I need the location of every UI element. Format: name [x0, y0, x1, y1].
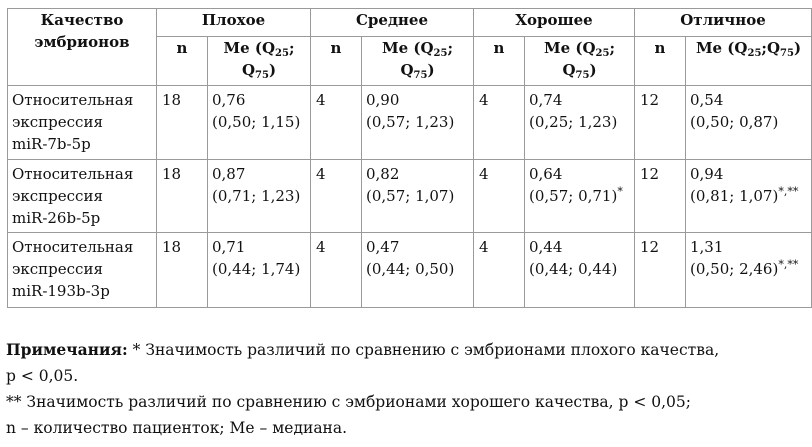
- cell-me: [208, 160, 311, 233]
- cell-me: [362, 86, 474, 160]
- table-row: [8, 160, 812, 233]
- group-header-good: Хорошее: [474, 9, 635, 37]
- median-value: 1,31: [690, 238, 724, 256]
- group-header-excellent: Отличное: [635, 9, 812, 37]
- significance-mark: *,**: [778, 258, 799, 271]
- corner-line-2: эмбрионов: [34, 33, 130, 51]
- cell-n: 12: [635, 160, 686, 233]
- quartile-range: (0,44; 0,44): [529, 260, 618, 278]
- significance-mark: *,**: [778, 185, 799, 198]
- median-value: 0,64: [529, 165, 563, 183]
- row-label-line: miR-26b-5p: [12, 209, 101, 227]
- row-label: [8, 233, 157, 308]
- q25-sub: 25: [595, 48, 610, 59]
- quartile-range: (0,81; 1,07): [690, 187, 779, 205]
- cell-n: 18: [157, 160, 208, 233]
- cell-n: 4: [311, 160, 362, 233]
- median-value: 0,82: [366, 165, 400, 183]
- me-close: ): [589, 61, 597, 79]
- quartile-range: (0,71; 1,23): [212, 187, 301, 205]
- table-notes: [6, 337, 806, 441]
- note-double-star: ** Значимость различий по сравнению с эмбрионами хорошего качества, p < 0,05;: [6, 393, 691, 411]
- subheader-n: n: [474, 37, 525, 86]
- cell-n: 18: [157, 86, 208, 160]
- median-value: 0,74: [529, 91, 563, 109]
- cell-n: 4: [474, 86, 525, 160]
- q75-sub: 75: [575, 70, 590, 81]
- row-label-line: Относительная: [12, 165, 134, 183]
- row-label-line: экспрессия: [12, 260, 103, 278]
- median-value: 0,54: [690, 91, 724, 109]
- me-text: Me (Q: [381, 39, 434, 57]
- row-label-line: miR-7b-5p: [12, 135, 91, 153]
- median-value: 0,44: [529, 238, 563, 256]
- cell-me: [525, 233, 635, 308]
- median-value: 0,47: [366, 238, 400, 256]
- q-text: Q: [562, 61, 576, 79]
- me-text: Me (Q: [695, 39, 748, 57]
- quartile-range: (0,25; 1,23): [529, 113, 618, 131]
- q75-sub: 75: [255, 70, 269, 81]
- corner-line-1: Качество: [40, 11, 124, 29]
- row-label-line: экспрессия: [12, 113, 103, 131]
- results-table: [7, 8, 812, 308]
- row-label-line: Относительная: [12, 91, 134, 109]
- quartile-range: (0,44; 1,74): [212, 260, 301, 278]
- group-header-poor: Плохое: [157, 9, 311, 37]
- subheader-n: n: [635, 37, 686, 86]
- significance-mark: *: [617, 185, 623, 198]
- subheader-me: [208, 37, 311, 86]
- cell-me: [362, 160, 474, 233]
- me-text: Me (Q: [543, 39, 596, 57]
- q-text: Q: [766, 39, 781, 57]
- cell-me: [686, 233, 812, 308]
- median-value: 0,90: [366, 91, 400, 109]
- quartile-range: (0,50; 0,87): [690, 113, 779, 131]
- cell-me: [525, 86, 635, 160]
- cell-n: 12: [635, 86, 686, 160]
- subheader-me: [686, 37, 812, 86]
- notes-label: Примечания:: [6, 340, 128, 359]
- cell-me: [525, 160, 635, 233]
- q25-sub: 25: [275, 48, 289, 59]
- me-sep: ;: [609, 39, 615, 57]
- median-value: 0,94: [690, 165, 724, 183]
- note-line-1-cont: p < 0,05.: [6, 367, 79, 385]
- me-close: ): [793, 39, 802, 57]
- note-line-1: [6, 337, 806, 363]
- me-sep: ;: [761, 39, 767, 57]
- cell-me: [362, 233, 474, 308]
- table-row: [8, 86, 812, 160]
- cell-n: 4: [311, 86, 362, 160]
- table-row: [8, 233, 812, 308]
- me-text: Me (Q: [223, 39, 276, 57]
- quartile-range: (0,50; 1,15): [212, 113, 301, 131]
- me-close: ): [268, 61, 277, 79]
- subheader-me: [525, 37, 635, 86]
- q25-sub: 25: [433, 48, 448, 59]
- row-label-line: экспрессия: [12, 187, 103, 205]
- cell-n: 4: [311, 233, 362, 308]
- cell-me: [208, 86, 311, 160]
- cell-me: [686, 86, 812, 160]
- cell-n: 4: [474, 233, 525, 308]
- q75-sub: 75: [413, 70, 428, 81]
- median-value: 0,87: [212, 165, 246, 183]
- row-label-line: Относительная: [12, 238, 134, 256]
- subheader-n: n: [311, 37, 362, 86]
- median-value: 0,76: [212, 91, 246, 109]
- note-abbreviations: n – количество пациенток; Me – медиана.: [6, 419, 348, 437]
- q25-sub: 25: [747, 48, 762, 59]
- quartile-range: (0,57; 1,07): [366, 187, 455, 205]
- cell-n: 4: [474, 160, 525, 233]
- quartile-range: (0,44; 0,50): [366, 260, 455, 278]
- q-text: Q: [241, 61, 256, 79]
- quartile-range: (0,50; 2,46): [690, 260, 779, 278]
- me-close: ): [427, 61, 435, 79]
- row-label: [8, 160, 157, 233]
- group-header-medium: Среднее: [311, 9, 474, 37]
- q-text: Q: [400, 61, 414, 79]
- quartile-range: (0,57; 0,71): [529, 187, 618, 205]
- cell-n: 18: [157, 233, 208, 308]
- corner-header: [8, 9, 157, 86]
- header-row-groups: [8, 9, 812, 37]
- me-sep: ;: [288, 39, 295, 57]
- median-value: 0,71: [212, 238, 246, 256]
- cell-me: [208, 233, 311, 308]
- cell-n: 12: [635, 233, 686, 308]
- quartile-range: (0,57; 1,23): [366, 113, 455, 131]
- cell-me: [686, 160, 812, 233]
- row-label: [8, 86, 157, 160]
- row-label-line: miR-193b-3p: [12, 282, 110, 300]
- q75-sub: 75: [780, 48, 794, 59]
- subheader-me: [362, 37, 474, 86]
- me-sep: ;: [447, 39, 453, 57]
- note-single-star: * Значимость различий по сравнению с эмбрионами плохого качества,: [132, 341, 720, 359]
- subheader-n: n: [157, 37, 208, 86]
